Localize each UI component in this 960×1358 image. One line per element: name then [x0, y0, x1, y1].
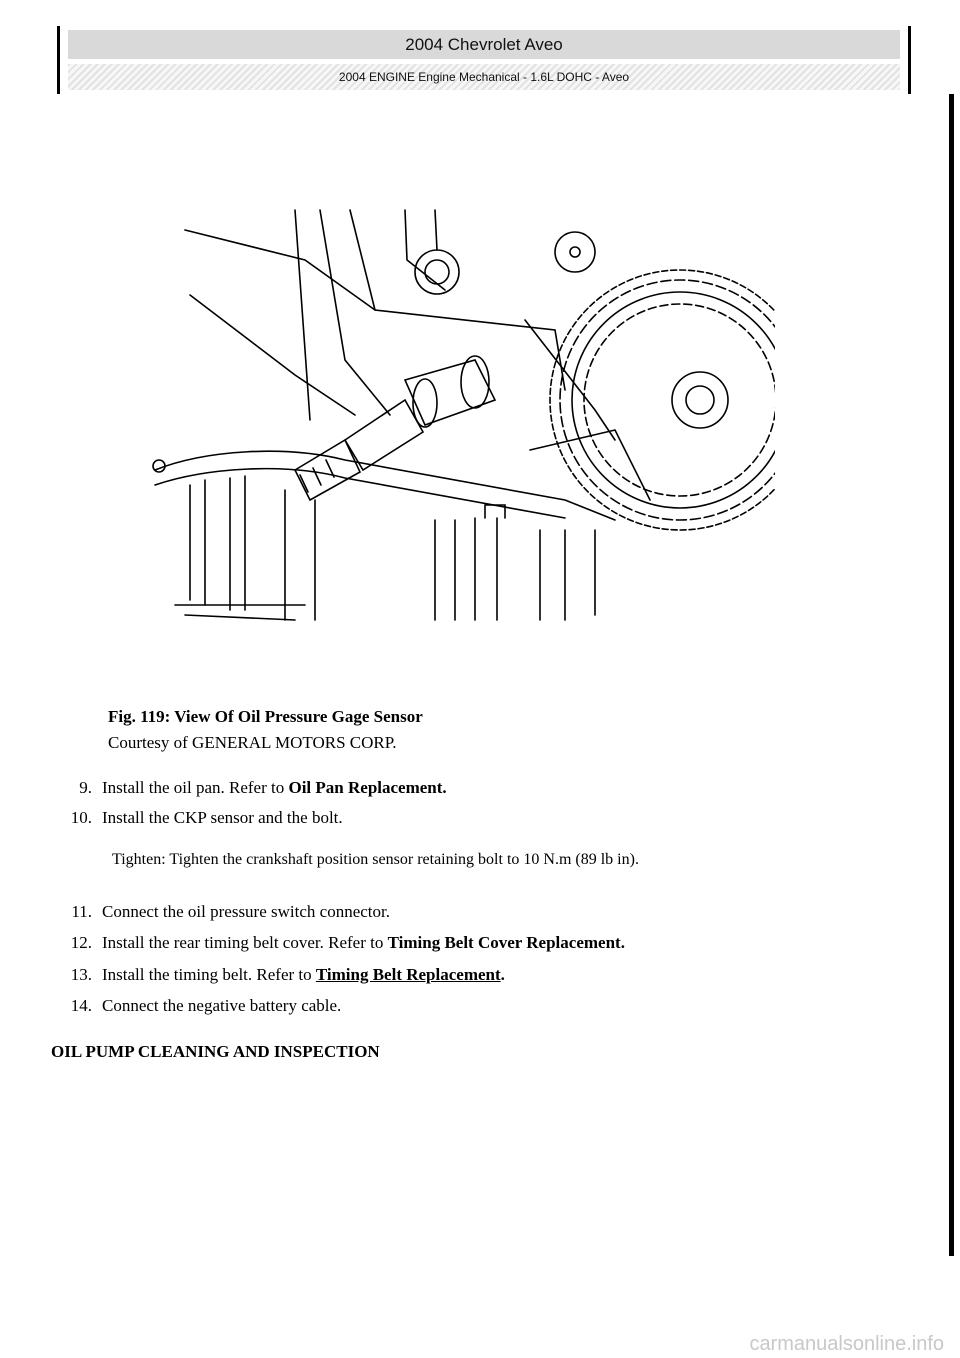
figure-courtesy: Courtesy of GENERAL MOTORS CORP.: [108, 733, 397, 752]
watermark: carmanualsonline.info: [749, 1333, 944, 1355]
document-header: [57, 26, 911, 94]
oil-pressure-sensor-illustration: [145, 200, 775, 640]
header-subtitle: 2004 ENGINE Engine Mechanical - 1.6L DOHC - Aveo: [68, 64, 900, 90]
step-end: .: [620, 933, 625, 952]
step-text: Install the oil pan. Refer to: [102, 778, 289, 797]
step-text: Install the CKP sensor and the bolt.: [102, 808, 343, 827]
step-text: Connect the oil pressure switch connector.: [102, 902, 390, 921]
step-number: 12.: [70, 933, 92, 952]
step-end: .: [442, 778, 447, 797]
step-text: Install the timing belt. Refer to: [102, 965, 316, 984]
step-number: 13.: [70, 965, 92, 984]
step-number: 10.: [70, 808, 92, 827]
tighten-note: Tighten: Tighten the crankshaft position sensor retaining bolt to 10 N.m (89 lb in).: [112, 851, 639, 868]
step-item: [56, 902, 390, 922]
step-item: [56, 996, 341, 1016]
step-number: 11.: [71, 902, 92, 921]
step-item: [56, 933, 625, 953]
step-item: [56, 965, 505, 985]
figure-caption: [108, 704, 423, 756]
step-number: 14.: [70, 996, 92, 1015]
step-number: 9.: [79, 778, 92, 797]
header-title: 2004 Chevrolet Aveo: [68, 30, 900, 59]
figure-title: Fig. 119: View Of Oil Pressure Gage Sensor: [108, 707, 423, 726]
step-text: Connect the negative battery cable.: [102, 996, 342, 1015]
step-end: .: [500, 965, 505, 984]
step-item: [56, 778, 447, 798]
step-reference: Timing Belt Cover Replacement: [387, 933, 621, 952]
step-reference: Oil Pan Replacement: [288, 778, 443, 797]
timing-belt-replacement-link[interactable]: Timing Belt Replacement: [315, 965, 501, 984]
section-heading: OIL PUMP CLEANING AND INSPECTION: [51, 1042, 380, 1061]
step-item: [56, 808, 343, 828]
step-text: Install the rear timing belt cover. Refer to: [102, 933, 388, 952]
page-edge-rule: [949, 94, 954, 1256]
